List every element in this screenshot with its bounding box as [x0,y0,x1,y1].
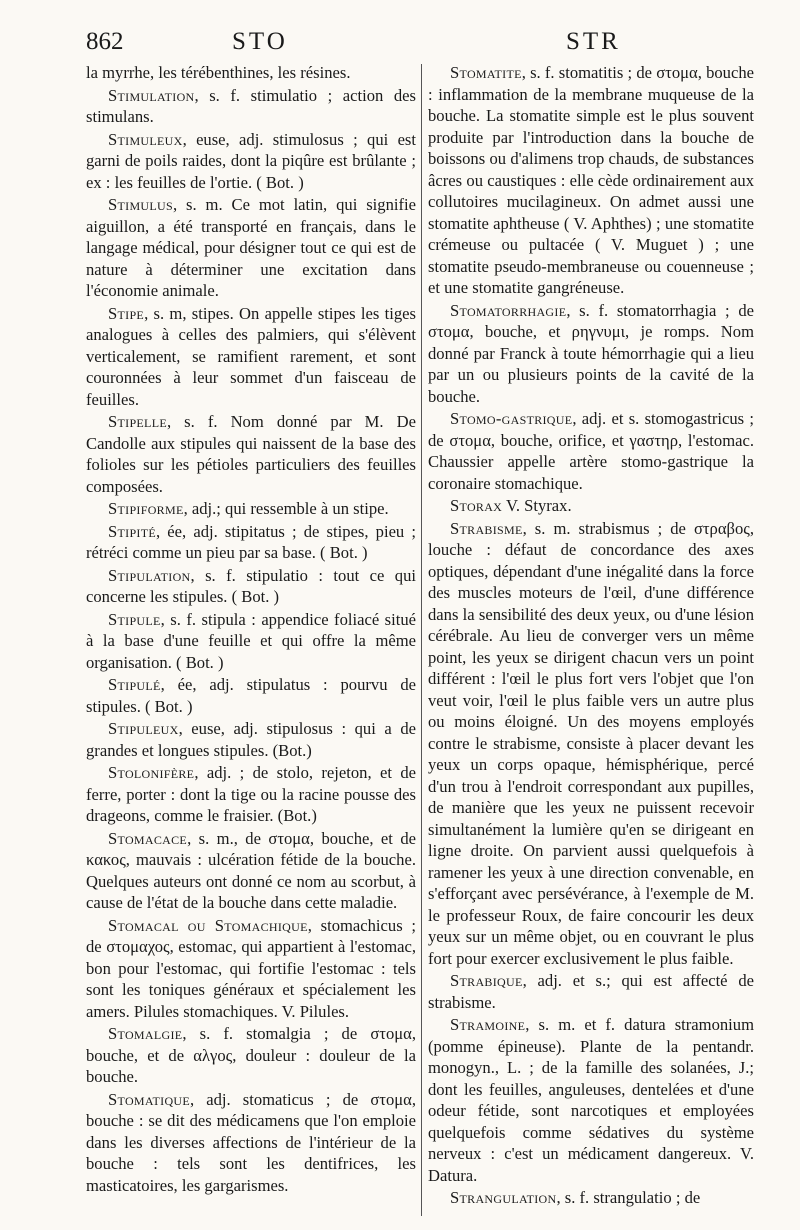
dictionary-entry [86,1089,416,1197]
entry-headword: Stipe [108,303,145,323]
entry-headword: Storax [450,496,503,515]
entry-definition: , adj. ; de stolo, rejeton, et de ferre, porter : dont la tige ou la racine pousse des drageons, comme le fraisier. (Bot.) [86,763,416,825]
dictionary-entry [86,609,416,674]
entry-headword: Stolonifère [108,763,195,782]
entry-headword: Stipuleux [108,719,179,738]
entry-headword: Stipelle [108,412,167,431]
dictionary-entry [86,915,416,1023]
dictionary-entry [86,62,416,84]
dictionary-entry [428,408,754,494]
column-divider [421,64,422,1216]
dictionary-entry [86,674,416,717]
dictionary-entry [86,521,416,564]
entry-headword: Stomatique [108,1089,191,1109]
entry-headword: Strabique [450,971,523,990]
entry-definition: , adj. et s. stomogastricus ; de στομα, bouche, orifice, et γαστηρ, l'estomac. Chaussier appelle artère stomo-gastrique la coronaire stomachique. [428,409,754,493]
entry-definition: , s. f. stimulatio ; action des stimulans. [86,85,416,126]
entry-definition: , adj.; qui ressemble à un stipe. [183,499,389,518]
entry-definition: , s. m. strabismus ; de στραβος, louche : défaut de concordance des axes optiques, dépendant d'une inégalité dans la force des muscles moteurs de l'œil, d'une différence dans la sensibilité des deux yeux, ou d'une lésion cérébrale. Au lieu de converger vers un même point, les yeux se dirigent chacun vers un point différent : l'œil le plus fort vers l'objet que l'on veut voir, l'œil le plus faible vers un autre plus ou moins éloigné. Un des moyens employés contre le strabisme, consiste à placer devant les yeux un corps opaque, hémisphérique, percé d'un trou à l'endroit correspondant aux pupilles, de manière que les yeux ne puissent recevoir simultanément la lumière qu'en se dirigeant en ligne droite. On parvient aussi quelquefois à ramener les yeux à une direction convenable, en s'efforçant avec persévérance, à l'exemple de M. le professeur Roux, de faire concourir les deux yeux sur un même objet, ou en couvrant le plus fort pour exercer exclusivement le plus faible. [428,518,754,968]
entry-definition: , s. f. stipulatio : tout ce qui concerne les stipules. ( Bot. ) [86,565,416,606]
dictionary-entry [86,828,416,914]
entry-definition: , s. f. strangulatio ; de [556,1188,701,1207]
entry-definition: , stomachicus ; de στομαχος, estomac, qui appartient à l'estomac, bon pour l'estomac, qui fortifie l'estomac : tels sont les toniques généraux et spécialement les amers. Pilules stomachiques. V. Pilules. [86,915,416,1021]
entry-headword: Stipiforme [108,499,184,518]
dictionary-entry [86,85,416,128]
entry-definition: , euse, adj. stimulosus ; qui est garni de poils raides, dont la piqûre est brûlante ; ex : les feuilles de l'ortie. ( Bot. ) [86,129,416,192]
entry-headword: Stimulation [108,85,195,105]
entry-definition: , s. f. stomatitis ; de στομα, bouche : inflammation de la membrane muqueuse de la bouche. La stomatite simple est le plus souvent produite par l'introduction dans la bouche de boissons ou d'alimens trop chauds, de substances âcres ou caustiques : elle cède ordinairement aux collutoires mucilagineux. On admet aussi une stomatite aphtheuse ( V. Aphthes) ; une stomatite crémeuse ou pultacée ( V. Muguet ) ; une stomatite pseudo-membraneuse ou couenneuse ; et une stomatite gangréneuse. [428,63,754,297]
entry-definition: , s. m., de στομα, bouche, et de κακος, mauvais : ulcération fétide de la bouche. Quelques auteurs ont donné ce nom au scorbut, à cause de l'état de la bouche dans cette maladie. [86,828,416,912]
entry-headword: Strangulation [450,1188,557,1207]
dictionary-entry [428,495,754,517]
page-number: 862 [86,28,124,55]
dictionary-entry [86,498,416,520]
dictionary-entry [428,1014,754,1186]
entry-headword: Strabisme [450,518,523,538]
entry-headword: Stimulus [108,195,173,214]
dictionary-entry [86,129,416,194]
left-column [86,62,416,1197]
entry-headword: Stomatite [450,63,522,82]
dictionary-entry [86,565,416,608]
entry-definition: , adj. stomaticus ; de στομα, bouche : se dit des médicamens que l'on emploie dans les diverses affections de l'intérieur de la bouche : tels sont les dentifrices, les masticatoires, les gargarismes. [86,1089,416,1195]
dictionary-entry [428,518,754,970]
entry-definition: , s. m. Ce mot latin, qui signifie aiguillon, a été transporté en français, dans le langage médical, pour désigner tout ce qui est de nature à déterminer une excitation dans l'économie animale. [86,195,416,300]
dictionary-entry [428,300,754,408]
entry-definition: , ée, adj. stipulatus : pourvu de stipules. ( Bot. ) [86,675,416,716]
entry-headword: Stipulation [108,565,191,585]
entry-headword: Stomacal ou Stomachique [108,915,308,935]
dictionary-entry [86,1023,416,1088]
right-column [428,62,754,1210]
dictionary-entry [86,303,416,411]
dictionary-entry [428,1187,754,1209]
entry-definition: V. Styrax. [502,496,572,515]
entry-definition: , adj. et s.; qui est affecté de strabisme. [428,971,754,1012]
entry-definition: , ée, adj. stipitatus ; de stipes, pieu ; rétréci comme un pieu par sa base. ( Bot. ) [86,521,416,562]
entry-headword: Stomacace [108,828,188,848]
entry-headword: Stipule [108,609,161,629]
entry-headword: Stipité [108,521,156,541]
entry-headword: Stimuleux [108,129,183,149]
entry-headword: Stomalgie [108,1024,183,1043]
entry-definition: , s. f. Nom donné par M. De Candolle aux stipules qui naissent de la base des folioles sur les pétioles particuliers des feuilles composées. [86,412,416,496]
entry-headword: Stipulé [108,675,161,694]
dictionary-entry [428,62,754,299]
dictionary-entry [86,718,416,761]
entry-definition: la myrrhe, les térébenthines, les résines. [86,63,351,82]
dictionary-entry [86,762,416,827]
page-header [0,26,800,60]
entry-definition: , s. m. et f. datura stramonium (pomme épineuse). Plante de la pentandr. monogyn., L. ; de la famille des solanées, J.; dont les feuilles, anguleuses, dentelées et d'une odeur fétide, sont narcotiques et employées quelquefois comme sédatives du système nerveux : c'est un médicament dangereux. V. Datura. [428,1015,754,1185]
entry-headword: Stramoine [450,1015,526,1034]
dictionary-entry [86,411,416,497]
dictionary-entry [86,194,416,302]
entry-definition: , euse, adj. stipulosus : qui a de grandes et longues stipules. (Bot.) [86,719,416,760]
left-guide-word: STO [232,28,288,55]
dictionary-entry [428,970,754,1013]
right-guide-word: STR [566,28,621,55]
entry-definition: , s. m, stipes. On appelle stipes les tiges analogues à celles des palmiers, qui s'élèvent verticalement, se ramifient rarement, et sont couronnées à leur sommet d'un faisceau de feuilles. [86,303,416,409]
entry-definition: , s. f. stomatorrhagia ; de στομα, bouche, et ρηγνυμι, je romps. Nom donné par Franck à toute hémorrhagie qui a lieu par un ou plusieurs points de la cavité de la bouche. [428,300,754,406]
entry-headword: Stomatorrhagie [450,300,567,320]
entry-headword: Stomo-gastrique [450,409,573,428]
entry-definition: , s. f. stomalgia ; de στομα, bouche, et de αλγος, douleur : douleur de la bouche. [86,1024,416,1086]
entry-definition: , s. f. stipula : appendice foliacé situé à la base d'une feuille et qui offre la même organisation. ( Bot. ) [86,609,416,672]
